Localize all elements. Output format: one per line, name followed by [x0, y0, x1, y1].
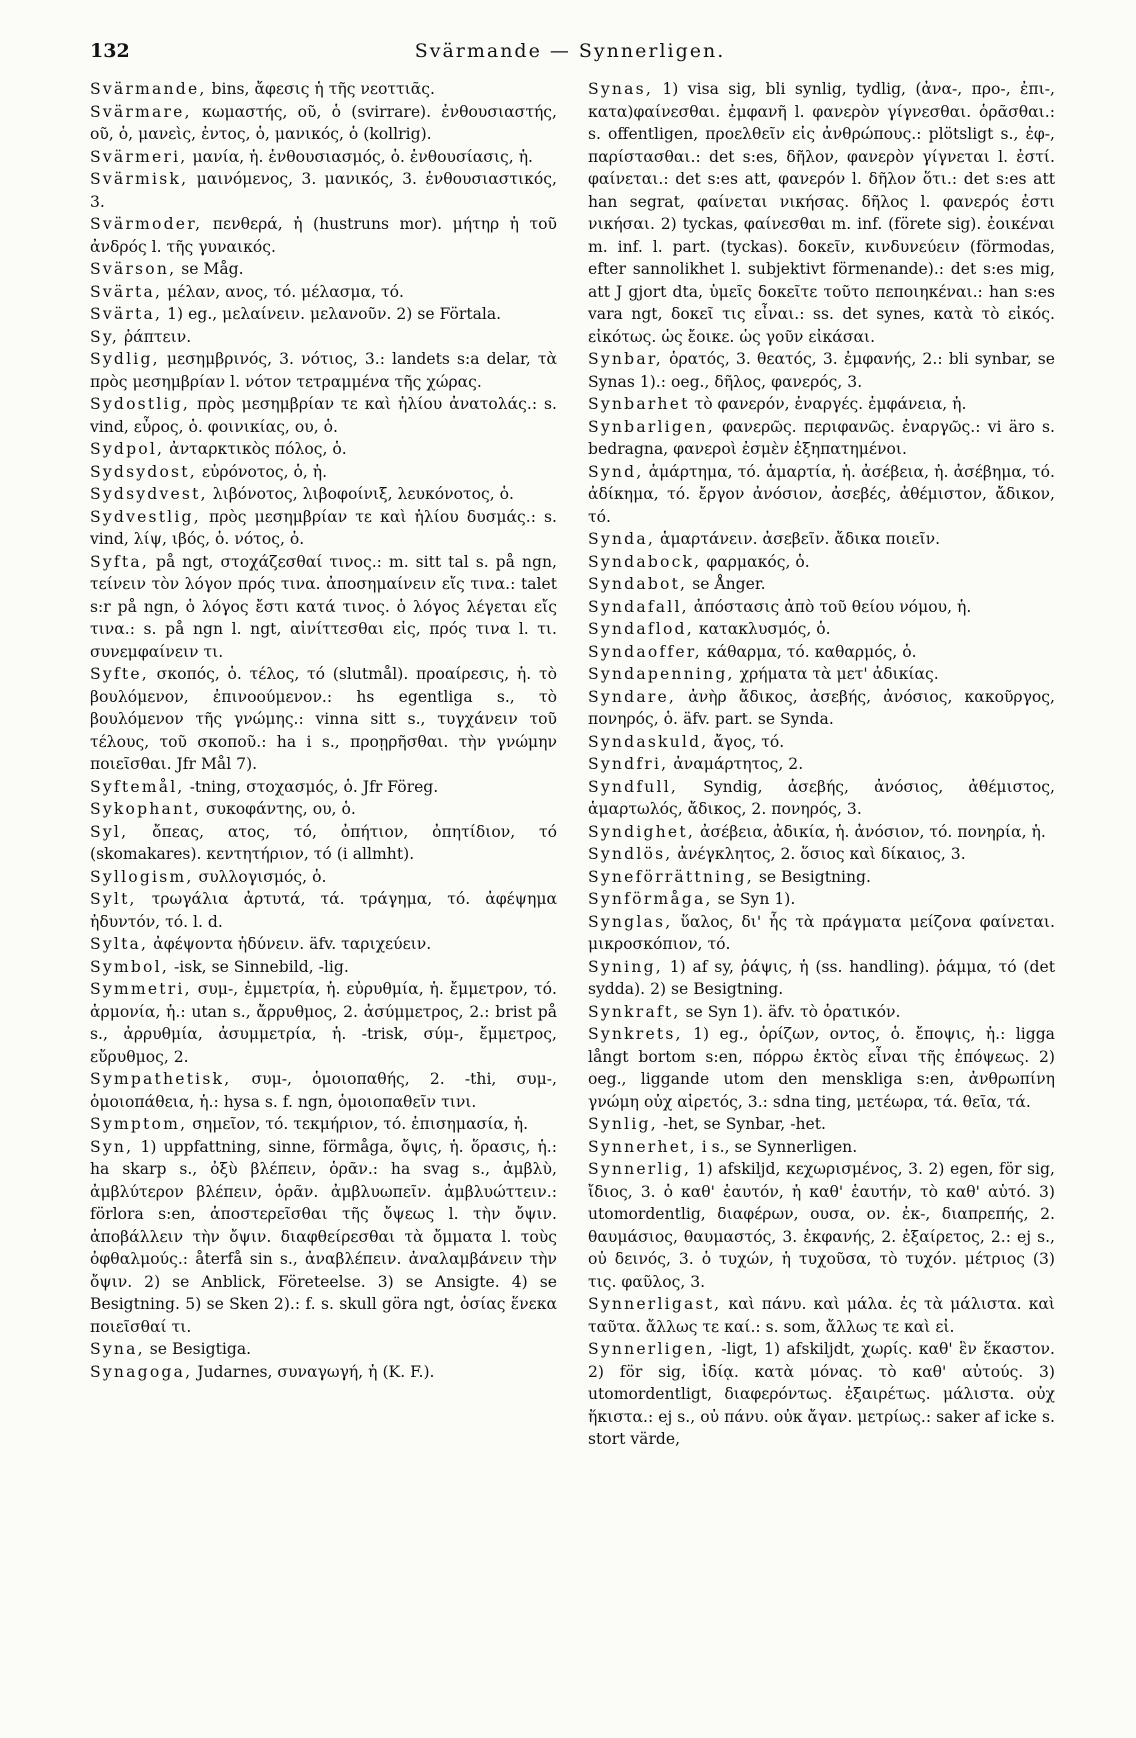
- dictionary-entry: [588, 1001, 1055, 1024]
- entry-definition: ἄγος, τό.: [713, 732, 785, 751]
- entry-headword: Synas,: [588, 80, 653, 98]
- dictionary-entry: [588, 1338, 1055, 1451]
- dictionary-entry: [90, 393, 557, 438]
- dictionary-entry: [588, 1293, 1055, 1338]
- dictionary-entry: [588, 528, 1055, 551]
- dictionary-entry: [90, 956, 557, 979]
- dictionary-entry: [588, 866, 1055, 889]
- entry-headword: Synagoga,: [90, 1362, 193, 1381]
- entry-headword: Synglas,: [588, 912, 673, 931]
- entry-definition: se Syn 1). äfv. τὸ ὁρατικόν.: [685, 1002, 901, 1021]
- entry-definition: 1) visa sig, bli synlig, tydlig, (ἀνα-, προ-, ἐπι-, κατα)φαίνεσθαι. ἐμφανῆ l. φανερὸν γίγνεσθαι. ὁρᾶσθαι.: s. offentligen, προελθεῖν εἰς ἀνθρώπους.: plötsligt s., ἐφ-, παρίστασθαι.: det s:es, δῆλον, φανερὸν γίγνεται l. ἐστί. φαίνεται.: det s:es att, φανερόν l. δῆλον ὅτι.: det s:es att han segrat, φαίνεται νικήσας. δῆλος l. φανερός ἐστι νικήσαι. 2) tyckas, φαίνεσθαι m. inf. (förete sig). ἐοικέναι m. inf. l. part. (tyckas). δοκεῖν, κινδυνεύειν (förmodas, efter sannolikhet l. subjektivt förmenande).: det s:es mig, att J gjort dta, ὑμεῖς δοκεῖτε τοῦτο πεποιηκέναι.: han s:es vara ngt, δοκεῖ τις εἶναι.: ss. det synes, κατὰ τὸ εἰκός. εἰκότως. ὡς ἔοικε. ὡς γοῦν εἰκάσαι.: [588, 80, 1055, 346]
- dictionary-entry: [90, 821, 557, 866]
- entry-definition: καὶ πάνυ. καὶ μάλα. ἐς τὰ μάλιστα. καὶ ταῦτα. ἄλλως τε καί.: s. som, ἄλλως τε καὶ εἰ.: [588, 1295, 1055, 1336]
- entry-headword: Syn,: [90, 1137, 134, 1156]
- entry-definition: φανερῶς. περιφανῶς. ἐναργῶς.: vi äro s. bedragna, φανεροὶ ἐσμὲν ἐξηπατημένοι.: [588, 417, 1055, 458]
- entry-headword: Svärson,: [90, 260, 177, 278]
- entry-definition: 1) eg., ὁρίζων, οντος, ὁ. ἔποψις, ἡ.: ligga långt bortom s:en, πόρρω ἐκτὸς εἶναι τῆς ἐπόψεως. 2) oeg., liggande utom den menskliga s:en, ἀνθρωπίνη γνώμη οὐχ αἱρετός, 3.: sdna ting, μετέωρα, τά. θεῖα, τά.: [588, 1025, 1055, 1111]
- entry-headword: Syndaskuld,: [588, 732, 709, 751]
- entry-headword: Syllogism,: [90, 867, 194, 886]
- page-header: [90, 40, 1050, 70]
- entry-definition: bins, ἄφεσις ἡ τῆς νεοττιᾶς.: [211, 80, 435, 98]
- entry-headword: Syfte,: [90, 665, 149, 683]
- entry-headword: Sydpol,: [90, 440, 165, 458]
- dictionary-entry: [90, 146, 557, 169]
- entry-headword: Syndaoffer,: [588, 642, 702, 661]
- dictionary-entry: [588, 753, 1055, 776]
- entry-headword: Svärta,: [90, 282, 163, 301]
- entry-headword: Synnerligen,: [588, 1340, 715, 1358]
- entry-headword: Svärmoder,: [90, 215, 203, 233]
- dictionary-entry: [588, 641, 1055, 664]
- entry-headword: Syfta,: [90, 552, 149, 571]
- dictionary-entry: [588, 78, 1055, 348]
- entry-headword: Synnerligast,: [588, 1295, 722, 1313]
- entry-headword: Syndighet,: [588, 822, 695, 841]
- dictionary-entry: [588, 843, 1055, 866]
- dictionary-entry: [588, 348, 1055, 393]
- dictionary-entry: [90, 1338, 557, 1361]
- dictionary-entry: [90, 303, 557, 326]
- entry-headword: Sydvestlig,: [90, 507, 201, 526]
- dictionary-entry: [90, 348, 557, 393]
- entry-definition: συμ-, ὁμοιοπαθής, 2. -thi, συμ-, ὁμοιοπάθεια, ἡ.: hysa s. f. ngn, ὁμοιοπαθεῖν τινι.: [90, 1070, 557, 1111]
- entry-headword: Syndabock,: [588, 552, 702, 571]
- entry-headword: Sykophant,: [90, 800, 201, 818]
- running-head: Svärmande — Synnerligen.: [414, 40, 726, 62]
- entry-definition: τρωγάλια ἀρτυτά, τά. τράγημα, τό. ἀφέψημα ἡδυντόν, τό. l. d.: [90, 890, 557, 931]
- entry-headword: Syndaflod,: [588, 620, 694, 638]
- entry-definition: Judarnes, συναγωγή, ἡ (K. F.).: [197, 1362, 435, 1381]
- dictionary-entry: [588, 393, 1055, 416]
- dictionary-entry: [588, 551, 1055, 574]
- entry-headword: Synkrets,: [588, 1025, 683, 1043]
- dictionary-entry: [90, 438, 557, 461]
- dictionary-entry: [588, 461, 1055, 529]
- entry-headword: Symbol,: [90, 957, 169, 976]
- entry-definition: se Ånger.: [692, 575, 766, 593]
- dictionary-entry: [588, 1113, 1055, 1136]
- entry-headword: Sympathetisk,: [90, 1070, 232, 1088]
- entry-headword: Syl,: [90, 822, 129, 841]
- entry-definition: ἁμαρτάνειν. ἀσεβεῖν. ἄδικα ποιεῖν.: [659, 530, 941, 548]
- entry-definition: 1) uppfattning, sinne, förmåga, ὄψις, ἡ. ὅρασις, ἡ.: ha skarp s., ὀξὺ βλέπειν, ὁρᾶν.: ha svag s., ἀμβλὺ, ἀμβλύτερον βλέπειν, ὁρᾶν. ἀμβλυωπεῖν. ἀμβλυώττειν.: förlora s:en, ἀποστερεῖσθαι τῆς ὄψεως l. τὴν ὄψιν. ἀποβάλλειν τὴν ὄψιν. διαφθείρεσθαι τὰ ὄμματα l. τοὺς ὀφθαλμούς.: återfå sin s., ἀναβλέπειν. ἀναλαμβάνειν τὴν ὄψιν. 2) se Anblick, Företeelse. 3) se Ansigte. 4) se Besigtning. 5) se Sken 2).: f. s. skull göra ngt, ὁσίας ἕνεκα ποιεῖσθαί τι.: [90, 1137, 557, 1336]
- entry-definition: ὁρατός, 3. θεατός, 3. ἐμφανής, 2.: bli synbar, se Synas 1).: oeg., δῆλος, φανερός, 3.: [588, 350, 1055, 391]
- dictionary-entry: [588, 1023, 1055, 1113]
- dictionary-entry: [90, 888, 557, 933]
- entry-headword: Syndapenning,: [588, 665, 735, 683]
- dictionary-entry: [588, 573, 1055, 596]
- dictionary-entry: [588, 596, 1055, 619]
- entry-headword: Synkraft,: [588, 1002, 681, 1021]
- entry-headword: Sydsydost,: [90, 462, 197, 481]
- entry-definition: ὕαλος, δι' ἧς τὰ πράγματα μείζονα φαίνεται. μικροσκόπιον, τό.: [588, 912, 1055, 953]
- entry-headword: Synförmåga,: [588, 890, 713, 908]
- entry-definition: τὸ φανερόν, ἐναργές. ἐμφάνεια, ἡ.: [694, 395, 967, 413]
- entry-definition: -ligt, 1) afskiljdt, χωρίς. καθ' ἓν ἕκαστον. 2) för sig, ἰδίᾳ. κατὰ μόνας. τὸ καθ' αὑτούς. 3) utomordentligt, διαφερόντως. ἐξαιρέτως. μάλιστα. οὐχ ἥκιστα.: ej s., οὐ πάνυ. οὐκ ἄγαν. μετρίως.: saker af icke s. stort värde,: [588, 1340, 1055, 1448]
- entry-headword: Svärmande,: [90, 80, 207, 98]
- dictionary-entry: [90, 483, 557, 506]
- entry-definition: χρήματα τὰ μετ' ἀδικίας.: [739, 665, 939, 683]
- entry-headword: Syftemål,: [90, 777, 185, 796]
- entry-definition: συκοφάντης, ου, ὁ.: [205, 800, 356, 818]
- page-number: 132: [90, 40, 130, 62]
- dictionary-entry: [90, 281, 557, 304]
- dictionary-entry: [588, 686, 1055, 731]
- entry-headword: Syndfull,: [588, 777, 679, 796]
- entry-definition: i s., se Synnerligen.: [701, 1137, 858, 1156]
- entry-headword: Synbarligen,: [588, 417, 715, 436]
- dictionary-entry: [90, 506, 557, 551]
- entry-headword: Syndafall,: [588, 597, 689, 616]
- entry-definition: ἀπόστασις ἀπὸ τοῦ θείου νόμου, ἡ.: [693, 597, 972, 616]
- entry-definition: σημεῖον, τό. τεκμήριον, τό. ἐπισημασία, ἡ.: [192, 1115, 529, 1133]
- entry-definition: ἀνταρκτικὸς πόλος, ὁ.: [169, 440, 347, 458]
- dictionary-entry: [90, 933, 557, 956]
- entry-definition: se Måg.: [181, 260, 244, 278]
- entry-definition: μέλαν, ανος, τό. μέλασμα, τό.: [167, 282, 404, 301]
- entry-definition: συμ-, ἐμμετρία, ἡ. εὐρυθμία, ἡ. ἔμμετρον, τό. ἁρμονία, ἡ.: utan s., ἄρρυθμος, 2. ἀσύμμετρος, 2.: brist på s., ἀρρυθμία, ἀσυμμετρία, ἡ. -trisk, σύμ-, ἔμμετρος, εὔρυθμος, 2.: [90, 980, 557, 1066]
- dictionary-entry: [588, 1158, 1055, 1293]
- entry-headword: Sydsydvest,: [90, 485, 208, 503]
- dictionary-entry: [588, 618, 1055, 641]
- entry-definition: πρὸς μεσημβρίαν τε καὶ ἡλίου δυσμάς.: s. vind, λίψ, ιβός, ὁ. νότος, ὁ.: [90, 507, 557, 548]
- entry-headword: Sylt,: [90, 890, 137, 908]
- dictionary-entry: [90, 168, 557, 213]
- entry-definition: ἀφέψοντα ἡδύνειν. äfv. ταριχεύειν.: [153, 935, 432, 953]
- entry-definition: se Besigtiga.: [149, 1340, 252, 1358]
- entry-definition: ἀσέβεια, ἀδικία, ἡ. ἀνόσιον, τό. πονηρία, ἡ.: [699, 822, 1046, 841]
- dictionary-entry: [90, 1136, 557, 1339]
- entry-definition: κωμαστής, οῦ, ὁ (svirrare). ἐνθουσιαστής, οῦ, ὁ, μανεὶς, ἐντος, ὁ, μανικός, ὁ (kollrig).: [90, 102, 557, 143]
- entry-headword: Svärmare,: [90, 102, 192, 121]
- entry-headword: Syning,: [588, 957, 663, 976]
- entry-headword: Synbar,: [588, 350, 663, 368]
- entry-definition: πενθερά, ἡ (hustruns mor). μήτηρ ἡ τοῦ ἀνδρός l. τῆς γυναικός.: [90, 215, 557, 256]
- entry-definition: ἁμάρτημα, τό. ἁμαρτία, ἡ. ἀσέβεια, ἡ. ἀσέβημα, τό. ἀδίκημα, τό. ἔργον ἀνόσιον, ἀσεβές, ἀθέμιστον, ἄδικον, τό.: [588, 462, 1055, 526]
- dictionary-entry: [588, 956, 1055, 1001]
- dictionary-entry: [90, 866, 557, 889]
- entry-headword: Sydostlig,: [90, 395, 191, 413]
- entry-headword: Syna,: [90, 1340, 145, 1358]
- entry-definition: εὐρόνοτος, ὁ, ἡ.: [201, 462, 328, 481]
- left-column: [90, 78, 557, 1718]
- entry-headword: Synnerhet,: [588, 1137, 697, 1156]
- entry-headword: Svärta,: [90, 305, 163, 323]
- entry-definition: λιβόνοτος, λιβοφοίνιξ, λευκόνοτος, ὁ.: [212, 485, 515, 503]
- entry-headword: Synd,: [588, 462, 644, 481]
- entry-definition: μεσημβρινός, 3. νότιος, 3.: landets s:a delar, τὰ πρὸς μεσημβρίαν l. νότον τετραμμένα τῆς χώρας.: [90, 350, 557, 391]
- entry-headword: Sydlig,: [90, 350, 160, 368]
- entry-headword: Synnerlig,: [588, 1160, 692, 1178]
- entry-definition: 1) afskiljd, κεχωρισμένος, 3. 2) egen, för sig, ἴδιος, 3. ὁ καθ' ἑαυτόν, ἡ καθ' ἑαυτήν, τὸ καθ' αὑτό. 3) utomordentlig, διαφέρων, ουσα, ον. ἐκ-, διαπρεπής, 2. θαυμάσιος, θαυμαστός, 3. ἐκφανής, 2. ἐξαίρετος, 2.: ej s., οὐ δεινός, 3. ὁ τυχών, ἡ τυχοῦσα, τὸ τυχόν. μέτριος (3) τις. φαῦλος, 3.: [588, 1160, 1055, 1291]
- entry-definition: μαινόμενος, 3. μανικός, 3. ἐνθουσιαστικός, 3.: [90, 170, 557, 211]
- right-column: [588, 78, 1055, 1718]
- dictionary-entry: [588, 888, 1055, 911]
- dictionary-entry: [588, 731, 1055, 754]
- entry-headword: Symmetri,: [90, 980, 192, 998]
- dictionary-entry: [588, 663, 1055, 686]
- dictionary-entry: [90, 78, 557, 101]
- entry-headword: Symptom,: [90, 1115, 188, 1133]
- entry-definition: φαρμακός, ὁ.: [706, 552, 810, 571]
- entry-definition: ῥάπτειν.: [123, 327, 192, 346]
- dictionary-entry: [90, 1068, 557, 1113]
- entry-definition: ἀνέγκλητος, 2. ὅσιος καὶ δίκαιος, 3.: [677, 845, 966, 863]
- dictionary-entry: [90, 258, 557, 281]
- entry-definition: κάθαρμα, τό. καθαρμός, ὁ.: [706, 642, 917, 661]
- entry-definition: -tning, στοχασμός, ὁ. Jfr Föreg.: [189, 777, 439, 796]
- entry-definition: Syndig, ἀσεβής, ἀνόσιος, ἀθέμιστος, ἁμαρτωλός, ἄδικος, 2. πονηρός, 3.: [588, 777, 1055, 818]
- dictionary-entry: [588, 911, 1055, 956]
- entry-definition: ἀνὴρ ἄδικος, ἀσεβής, ἀνόσιος, κακοῦργος, πονηρός, ὁ. äfv. part. se Synda.: [588, 687, 1055, 728]
- dictionary-entry: [90, 326, 557, 349]
- entry-definition: på ngt, στοχάζεσθαί τινος.: m. sitt tal s. på ngn, τείνειν τὸν λόγον πρός τινα. ἀποσημαίνειν εἴς τινα.: talet s:r på ngn, ὁ λόγος ἔστι κατά τινος. ὁ λόγος λέγεται εἴς τινα.: s. på ngn l. ngt, αἰνίττεσθαι εἰς, πρός τινα l. τι. συνεμφαίνειν τι.: [90, 552, 557, 661]
- dictionary-entry: [90, 461, 557, 484]
- dictionary-entry: [90, 101, 557, 146]
- entry-definition: 1) af sy, ῥάψις, ἡ (ss. handling). ῥάμμα, τό (det sydda). 2) se Besigtning.: [588, 957, 1055, 998]
- entry-headword: Synda,: [588, 530, 655, 548]
- entry-definition: 1) eg., μελαίνειν. μελανοῦν. 2) se Förtala.: [167, 305, 502, 323]
- entry-headword: Svärmeri,: [90, 147, 188, 166]
- entry-headword: Syneförrättning,: [588, 867, 754, 886]
- entry-definition: ἀναμάρτητος, 2.: [673, 755, 804, 773]
- entry-headword: Sy,: [90, 327, 119, 346]
- dictionary-entry: [90, 978, 557, 1068]
- dictionary-entry: [90, 663, 557, 776]
- entry-definition: se Besigtning.: [758, 867, 871, 886]
- entry-headword: Syndfri,: [588, 755, 669, 773]
- dictionary-entry: [90, 776, 557, 799]
- dictionary-entry: [588, 776, 1055, 821]
- entry-definition: συλλογισμός, ὁ.: [198, 867, 327, 886]
- entry-definition: μανία, ἡ. ἐνθουσιασμός, ὁ. ἐνθουσίασις, ἡ.: [192, 147, 534, 166]
- entry-definition: -isk, se Sinnebild, -lig.: [173, 957, 349, 976]
- dictionary-entry: [90, 798, 557, 821]
- entry-definition: κατακλυσμός, ὁ.: [698, 620, 831, 638]
- dictionary-entry: [90, 1361, 557, 1384]
- dictionary-entry: [588, 416, 1055, 461]
- entry-headword: Syndare,: [588, 687, 677, 706]
- entry-definition: -het, se Synbar, -het.: [662, 1115, 826, 1133]
- entry-definition: se Syn 1).: [717, 890, 796, 908]
- entry-definition: πρὸς μεσημβρίαν τε καὶ ἡλίου ἀνατολάς.: s. vind, εὖρος, ὁ. φοινικίας, ου, ὁ.: [90, 395, 557, 436]
- entry-headword: Syndabot,: [588, 575, 688, 593]
- dictionary-entry: [90, 1113, 557, 1136]
- entry-definition: ὄπεας, ατος, τό, ὀπήτιον, ὀπητίδιον, τό (skomakares). κεντητήριον, τό (i allmht).: [90, 822, 557, 863]
- entry-headword: Svärmisk,: [90, 170, 189, 188]
- entry-headword: Synbarhet: [588, 395, 690, 413]
- dictionary-entry: [588, 1136, 1055, 1159]
- dictionary-entry: [90, 551, 557, 664]
- entry-definition: σκοπός, ὁ. τέλος, τό (slutmål). προαίρεσις, ἡ. τὸ βουλόμενον, ἐπινοούμενον.: hs egentliga s., τὸ βουλόμενον τῆς γνώμης.: vinna sitt s., τυγχάνειν τοῦ τέλους, τοῦ σκοποῦ.: ha i s., προῃρῆσθαι. τὴν γνώμην ποιεῖσθαι. Jfr Mål 7).: [90, 665, 557, 773]
- entry-headword: Synlig,: [588, 1115, 658, 1133]
- entry-headword: Sylta,: [90, 935, 149, 953]
- dictionary-entry: [588, 821, 1055, 844]
- dictionary-entry: [90, 213, 557, 258]
- entry-headword: Syndlös,: [588, 845, 673, 863]
